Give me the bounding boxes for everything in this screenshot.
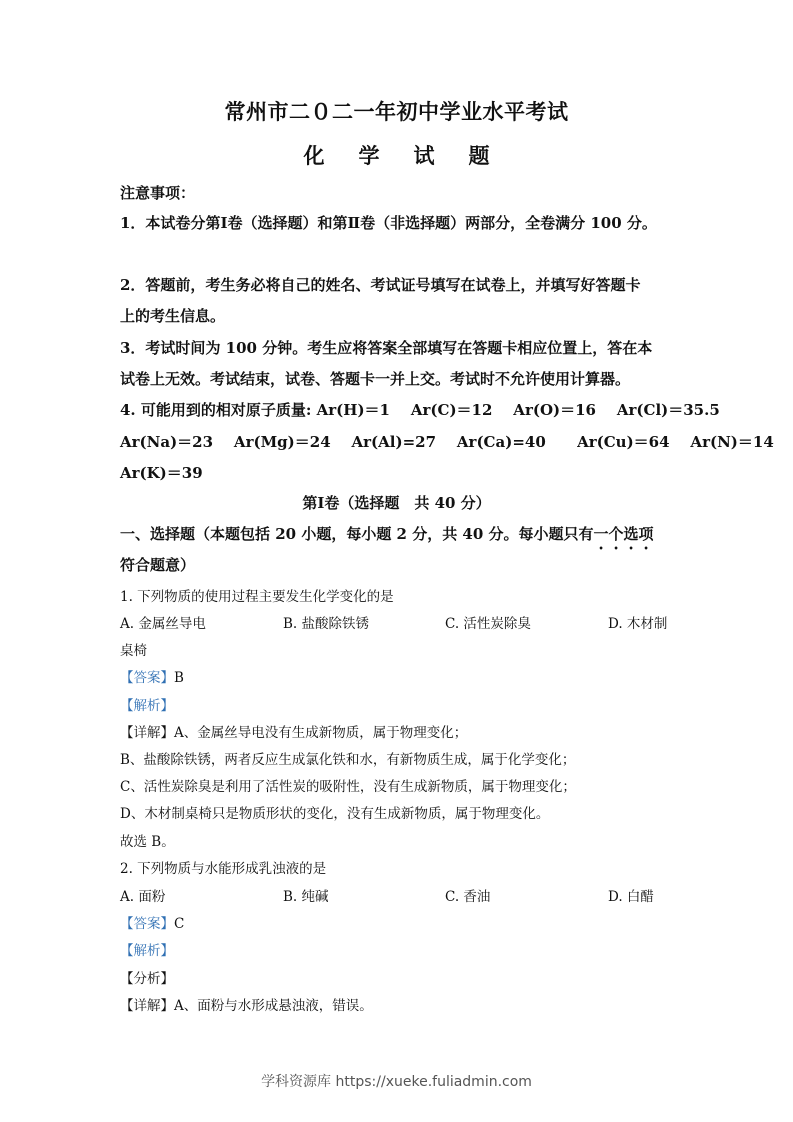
question-1-detail-line-2: B、盐酸除铁锈，两者反应生成氯化铁和水，有新物质生成，属于化学变化； xyxy=(120,752,576,768)
question-2-detail-line-1: 【详解】A、面粉与水形成悬浊液，错误。 xyxy=(120,998,373,1014)
question-2-stem: 2. 下列物质与水能形成乳浊液的是 xyxy=(120,861,327,877)
question-1-analysis-tag: 【解析】 xyxy=(120,698,174,714)
question-2-fenxi: 【分析】 xyxy=(120,971,174,987)
section-intro-text: 一、选择题（本题包括 20 小题，每小题 2 分，共 40 分。每小题只有 xyxy=(120,525,594,543)
answer-tag: 【答案】 xyxy=(120,916,174,932)
question-1-detail-line-4: D、木材制桌椅只是物质形状的变化，没有生成新物质，属于物理变化。 xyxy=(120,806,550,822)
question-1-option-d-continued: 桌椅 xyxy=(120,643,147,659)
question-1-option-c: C. 活性炭除臭 xyxy=(445,616,531,632)
section-intro-emphasis: 一个选项 xyxy=(593,525,654,543)
answer-value: B xyxy=(174,670,184,686)
question-2-option-d: D. 白醋 xyxy=(608,889,654,905)
notice-item-3-line-1: 3．考试时间为 100 分钟。考生应将答案全部填写在答题卡相应位置上，答在本 xyxy=(120,339,653,357)
question-2-option-c: C. 香油 xyxy=(445,889,491,905)
section-heading: 第Ⅰ卷（选择题 共 40 分） xyxy=(302,494,491,512)
notice-item-3-line-2: 试卷上无效。考试结束，试卷、答题卡一并上交。考试时不允许使用计算器。 xyxy=(120,370,631,388)
notice-item-1: 1．本试卷分第Ⅰ卷（选择题）和第Ⅱ卷（非选择题）两部分，全卷满分 100 分。 xyxy=(120,214,657,232)
question-1-conclusion: 故选 B。 xyxy=(120,834,175,850)
page-title: 常州市二０二一年初中学业水平考试 xyxy=(224,99,569,124)
question-2-answer xyxy=(120,912,184,932)
question-1-answer xyxy=(120,666,184,686)
notice-item-2-line-1: 2．答题前，考生务必将自己的姓名、考试证号填写在试卷上，并填写好答题卡 xyxy=(120,276,641,294)
notice-item-4-line-2: Ar(Na)＝23 Ar(Mg)＝24 Ar(Al)=27 Ar(Ca)=40 Ar(Cu)＝64 Ar(N)＝14 xyxy=(120,433,774,451)
section-intro-line-1 xyxy=(120,523,654,553)
answer-value: C xyxy=(174,916,185,932)
notice-item-2-line-2: 上的考生信息。 xyxy=(120,307,226,325)
notice-heading: 注意事项： xyxy=(120,184,196,202)
section-intro-line-2: 符合题意） xyxy=(120,556,196,574)
question-1-detail-line-3: C、活性炭除臭是利用了活性炭的吸附性，没有生成新物质，属于物理变化； xyxy=(120,779,576,795)
question-2-analysis-tag: 【解析】 xyxy=(120,943,174,959)
question-1-option-d: D. 木材制 xyxy=(608,616,668,632)
notice-item-4-line-3: Ar(K)＝39 xyxy=(120,464,203,482)
footer-watermark: 学科资源库 https://xueke.fuliadmin.com xyxy=(261,1074,532,1090)
question-2-option-a: A. 面粉 xyxy=(120,889,166,905)
question-1-stem: 1. 下列物质的使用过程主要发生化学变化的是 xyxy=(120,589,394,605)
page-subtitle: 化学试题 xyxy=(303,143,524,168)
answer-tag: 【答案】 xyxy=(120,670,174,686)
question-1-option-b: B. 盐酸除铁锈 xyxy=(283,616,370,632)
question-1-detail-line-1: 【详解】A、金属丝导电没有生成新物质，属于物理变化； xyxy=(120,725,468,741)
notice-item-4-line-1: 4. 可能用到的相对原子质量: Ar(H)＝1 Ar(C)＝12 Ar(O)＝16 Ar(Cl)＝35.5 xyxy=(120,401,720,419)
question-1-option-a: A. 金属丝导电 xyxy=(120,616,206,632)
question-2-option-b: B. 纯碱 xyxy=(283,889,329,905)
